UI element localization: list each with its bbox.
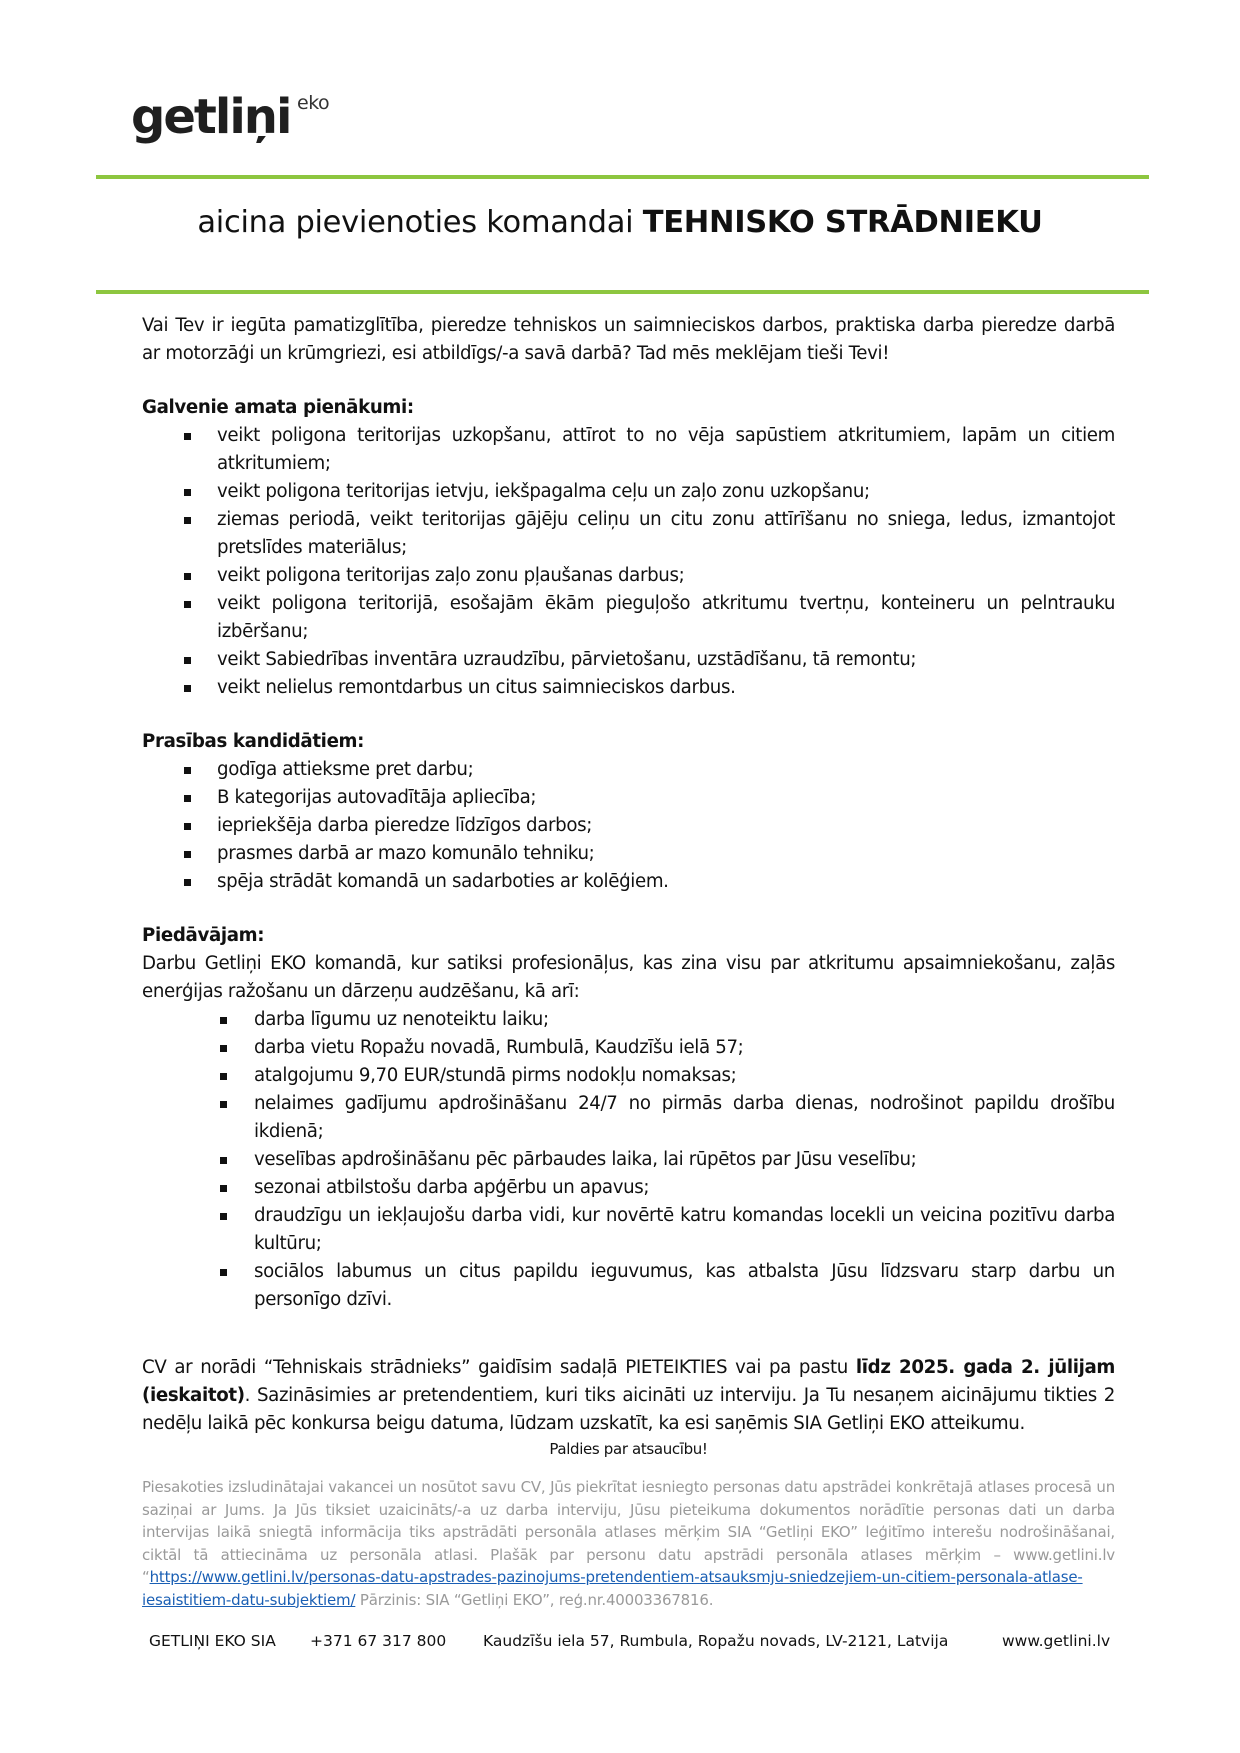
list-item: prasmes darbā ar mazo komunālo tehniku; [142, 840, 1115, 868]
footer-company: GETLIŅI EKO SIA [149, 1632, 276, 1650]
list-item: darba līgumu uz nenoteiktu laiku; [142, 1006, 1115, 1034]
list-item: veselības apdrošināšanu pēc pārbaudes laika, lai rūpētos par Jūsu veselību; [142, 1146, 1115, 1174]
offer-intro: Darbu Getliņi EKO komandā, kur satiksi profesionāļus, kas zina visu par atkritumu apsaimniekošanu, zaļās enerģijas ražošanu un dārzeņu audzēšanu, kā arī: [142, 953, 1115, 1002]
company-logo [131, 86, 330, 148]
position-title: TEHNISKO STRĀDNIEKU [642, 205, 1043, 240]
list-item: godīga attieksme pret darbu; [142, 756, 1115, 784]
offer-list [142, 1006, 1115, 1314]
list-item: atalgojumu 9,70 EUR/stundā pirms nodokļu nomaksas; [142, 1062, 1115, 1090]
thanks-note: Paldies par atsaucību! [549, 1440, 708, 1458]
application-paragraph [142, 1354, 1115, 1438]
list-item: sezonai atbilstošu darba apģērbu un apavus; [142, 1174, 1115, 1202]
list-item: veikt poligona teritorijas ietvju, iekšpagalma ceļu un zaļo zonu uzkopšanu; [142, 478, 1115, 506]
footer-address: Kaudzīšu iela 57, Rumbula, Ropažu novads, LV-2121, Latvija [483, 1632, 949, 1650]
requirements-list [142, 756, 1115, 896]
header-divider-top [96, 175, 1149, 179]
privacy-notice [142, 1476, 1115, 1611]
privacy-policy-link[interactable]: https://www.getlini.lv/personas-datu-apstrades-pazinojums-pretendentiem-atsauksmju-sniedzejiem-un-citiem-personala-atlase-iesaistitiem-datu-subjektiem/ [142, 1568, 1083, 1609]
footer-website: www.getlini.lv [1002, 1632, 1111, 1650]
list-item: iepriekšēja darba pieredze līdzīgos darbos; [142, 812, 1115, 840]
title-prefix: aicina pievienoties komandai [197, 205, 643, 240]
data-controller-text: Pārzinis: SIA “Getliņi EKO”, reģ.nr.40003367816. [355, 1590, 714, 1609]
list-item: veikt poligona teritorijas zaļo zonu pļaušanas darbus; [142, 562, 1115, 590]
page-title [0, 205, 1240, 240]
privacy-text: Piesakoties izsludinātajai vakancei un nosūtot savu CV, Jūs piekrītat iesniegto personas datu apstrādei konkrētajā atlases procesā un saziņai ar Jums. Ja Jūs tiksiet uzaicināts/-a uz darba interviju, Jūsu pieteikuma dokumentos norādītie personas dati un darba intervijas laikā sniegtā informācija tiks apstrādāti personāla atlases mērķim SIA “Getliņi EKO” leģitīmo interešu nodrošināšanai, ciktāl tā attiecināma uz personāla atlasi. Plašāk par personu datu apstrādi personāla atlases mērķim – www.getlini.lv “ [142, 1478, 1115, 1586]
list-item: sociālos labumus un citus papildu ieguvumus, kas atbalsta Jūsu līdzsvaru starp darbu un personīgo dzīvi. [142, 1258, 1115, 1314]
list-item: veikt poligona teritorijā, esošajām ēkām pieguļošo atkritumu tvertņu, konteineru un pelntrauku izbēršanu; [142, 590, 1115, 646]
list-item: ziemas periodā, veikt teritorijas gājēju celiņu un citu zonu attīrīšanu no sniega, ledus, izmantojot pretslīdes materiālus; [142, 506, 1115, 562]
application-text-continued: . Sazināsimies ar pretendentiem, kuri tiks aicināti uz interviju. Ja Tu nesaņem aicinājumu tikties 2 nedēļu laikā pēc konkursa beigu datuma, lūdzam uzskatīt, ka esi saņēmis SIA Getliņi EKO atteikumu. [142, 1385, 1115, 1434]
vacancy-body [142, 312, 1115, 1460]
list-item: veikt nelielus remontdarbus un citus saimnieciskos darbus. [142, 674, 1115, 702]
footer-phone: +371 67 317 800 [310, 1632, 447, 1650]
list-item: veikt poligona teritorijas uzkopšanu, attīrot to no vēja sapūstiem atkritumiem, lapām un citiem atkritumiem; [142, 422, 1115, 478]
list-item: veikt Sabiedrības inventāra uzraudzību, pārvietošanu, uzstādīšanu, tā remontu; [142, 646, 1115, 674]
list-item: nelaimes gadījumu apdrošināšanu 24/7 no pirmās darba dienas, nodrošinot papildu drošību ikdienā; [142, 1090, 1115, 1146]
duties-list [142, 422, 1115, 702]
list-item: draudzīgu un iekļaujošu darba vidi, kur novērtē katru komandas locekli un veicina pozitīvu darba kultūru; [142, 1202, 1115, 1258]
logo-superscript: eko [297, 92, 330, 114]
duties-heading: Galvenie amata pienākumi: [142, 397, 414, 418]
requirements-heading: Prasības kandidātiem: [142, 731, 365, 752]
list-item: spēja strādāt komandā un sadarboties ar kolēģiem. [142, 868, 1115, 896]
offer-heading: Piedāvājam: [142, 925, 265, 946]
list-item: B kategorijas autovadītāja apliecība; [142, 784, 1115, 812]
list-item: darba vietu Ropažu novadā, Rumbulā, Kaudzīšu ielā 57; [142, 1034, 1115, 1062]
header-divider-bottom [96, 290, 1149, 294]
application-deadline: līdz 2025. gada 2. jūlijam (ieskaitot) [142, 1357, 1115, 1406]
logo-wordmark: getliņi [131, 89, 291, 145]
intro-paragraph: Vai Tev ir iegūta pamatizglītība, pieredze tehniskos un saimnieciskos darbos, praktiska darba pieredze darbā ar motorzāģi un krūmgriezi, esi atbildīgs/-a savā darbā? Tad mēs meklējam tieši Tevi! [142, 315, 1115, 364]
application-text: CV ar norādi “Tehniskais strādnieks” gaidīsim sadaļā PIETEIKTIES vai pa pastu [142, 1357, 856, 1378]
